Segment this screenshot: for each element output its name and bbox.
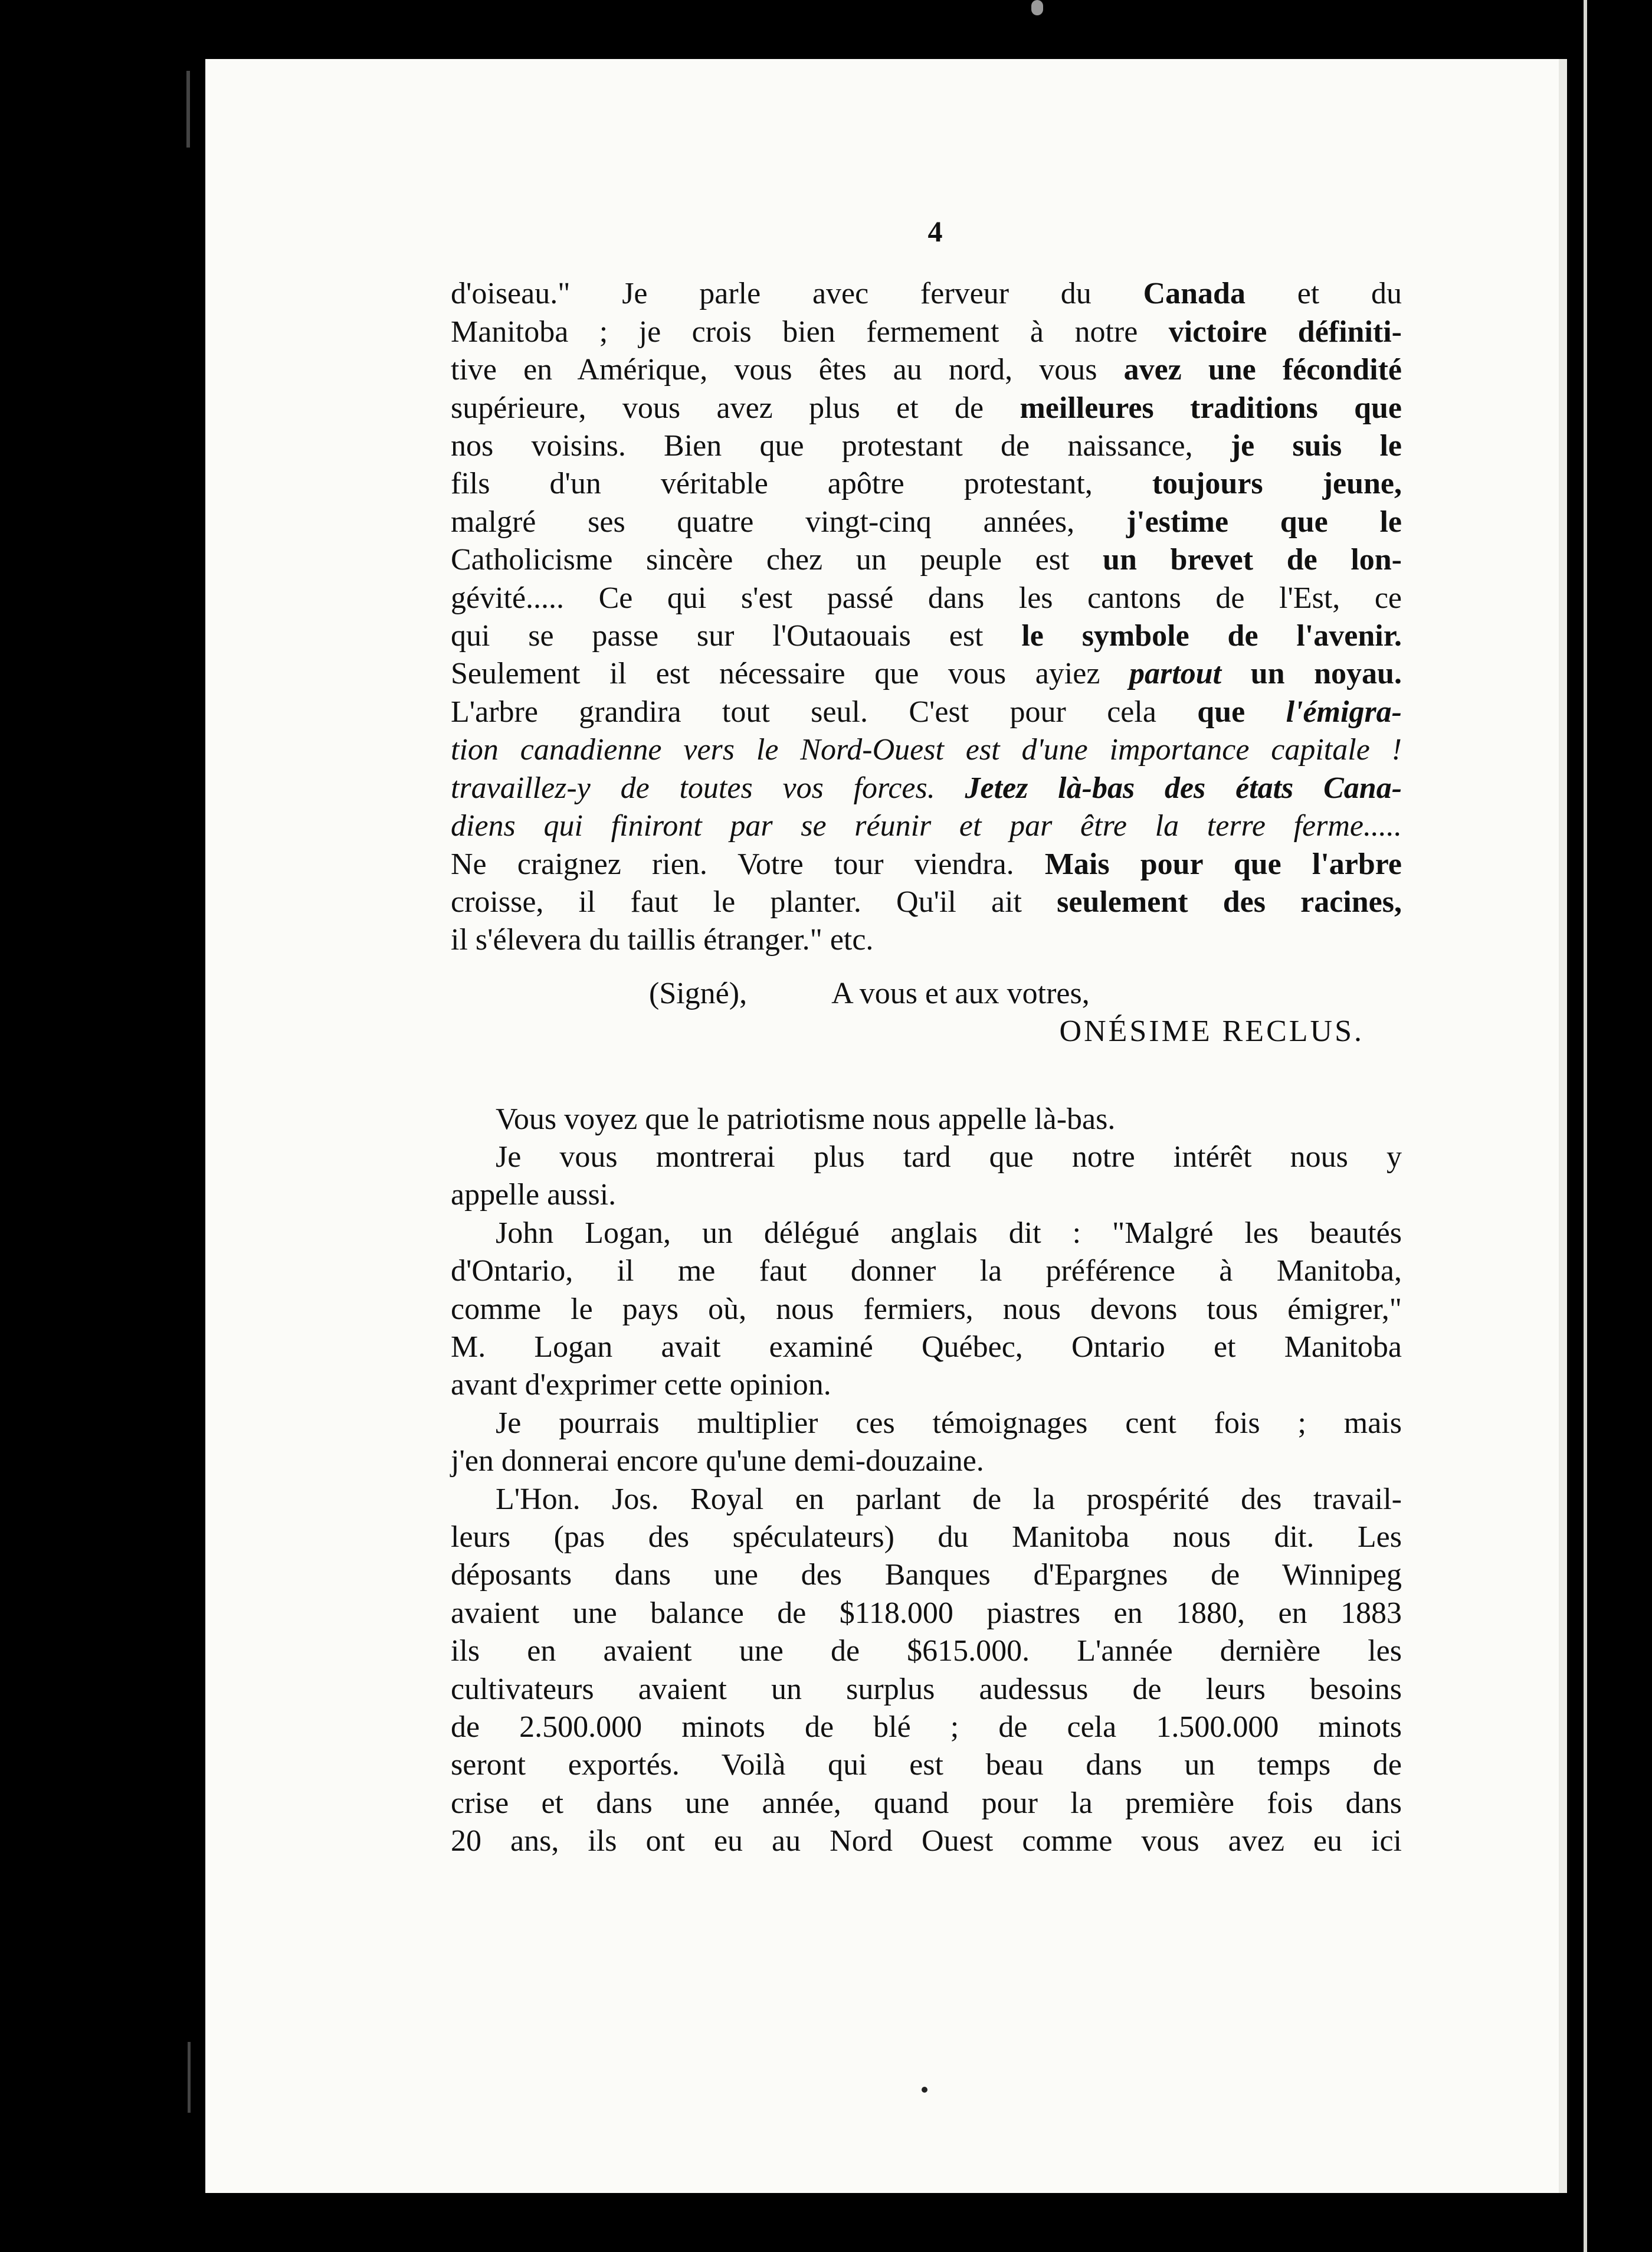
quote-line <box>451 770 1402 807</box>
text-run: meilleures traditions que <box>1020 391 1402 425</box>
quote-line <box>451 731 1402 769</box>
text-run: Catholicisme sincère chez un peuple est <box>451 543 1103 577</box>
quote-line <box>451 617 1402 655</box>
text-run: L'Hon. Jos. Royal en parlant de la prospérité des travail- <box>496 1482 1402 1516</box>
body-line <box>451 1746 1402 1784</box>
body-line <box>451 1632 1402 1670</box>
text-run: tion canadienne vers le Nord-Ouest est d'une importance capitale ! <box>451 733 1402 767</box>
quote-line <box>451 846 1402 883</box>
quote-line <box>451 807 1402 845</box>
text-run: cultivateurs avaient un surplus audessus de leurs besoins <box>451 1672 1402 1706</box>
quoted-letter <box>451 275 1402 959</box>
text-run: Je pourrais multiplier ces témoignages cent fois ; mais <box>496 1406 1402 1440</box>
text-run: toujours jeune, <box>1152 467 1402 501</box>
body-line <box>451 1785 1402 1822</box>
text-run: l'émigra- <box>1245 695 1402 729</box>
text-run: Mais pour que l'arbre <box>1044 847 1402 881</box>
page-edge <box>1559 59 1567 2193</box>
text-run: malgré ses quatre vingt-cinq années, <box>451 505 1126 539</box>
body-line <box>451 1481 1402 1518</box>
text-run: et du <box>1245 277 1402 311</box>
quote-line <box>451 503 1402 541</box>
signed-label: (Signé), <box>649 976 748 1010</box>
text-run: j'estime que le <box>1126 505 1402 539</box>
text-run: le symbole de l'avenir. <box>1021 619 1402 653</box>
body-line <box>451 1252 1402 1290</box>
text-run: avaient une balance de $118.000 piastres en 1880, en 1883 <box>451 1596 1402 1630</box>
text-run: d'Ontario, il me faut donner la préférence à Manitoba, <box>451 1254 1402 1288</box>
text-run: partout <box>1129 657 1222 691</box>
text-run: je suis le <box>1230 429 1402 463</box>
text-run: comme le pays où, nous fermiers, nous devons tous émigrer," <box>451 1292 1402 1326</box>
scan-artifact-mark <box>186 71 190 148</box>
text-run: supérieure, vous avez plus et de <box>451 391 1020 425</box>
text-run: appelle aussi. <box>451 1178 617 1212</box>
body-text <box>451 1101 1402 1861</box>
body-line <box>451 1556 1402 1594</box>
body-line <box>451 1595 1402 1632</box>
text-run: qui se passe sur l'Outaouais est <box>451 619 1022 653</box>
quote-line <box>451 541 1402 579</box>
text-run: de 2.500.000 minots de blé ; de cela 1.500.000 minots <box>451 1710 1402 1744</box>
scan-artifact-mark <box>1031 0 1043 15</box>
text-run: John Logan, un délégué anglais dit : "Malgré les beautés <box>496 1216 1402 1250</box>
scan-artifact-mark <box>188 2042 191 2113</box>
body-line <box>451 1101 1402 1138</box>
text-run: crise et dans une année, quand pour la première fois dans <box>451 1786 1402 1820</box>
quote-line <box>451 655 1402 693</box>
text-run: Manitoba ; je crois bien fermement à notre <box>451 315 1169 349</box>
text-run: il s'élevera du taillis étranger." etc. <box>451 923 874 957</box>
text-run: gévité..... Ce qui s'est passé dans les cantons de l'Est, ce <box>451 581 1402 615</box>
text-run: tive en Amérique, vous êtes au nord, vous <box>451 353 1124 387</box>
text-run: déposants dans une des Banques d'Epargnes de Winnipeg <box>451 1558 1402 1592</box>
text-run: avant d'exprimer cette opinion. <box>451 1368 831 1402</box>
body-line <box>451 1708 1402 1746</box>
body-line <box>451 1405 1402 1442</box>
body-line <box>451 1328 1402 1366</box>
text-run: un noyau. <box>1221 657 1402 691</box>
body-line <box>451 1138 1402 1176</box>
scan-artifact-mark <box>922 2087 927 2093</box>
text-run: Je vous montrerai plus tard que notre intérêt nous y <box>496 1140 1402 1174</box>
text-run: leurs (pas des spéculateurs) du Manitoba nous dit. Les <box>451 1520 1402 1554</box>
body-line <box>451 1518 1402 1556</box>
page-number: 4 <box>927 215 943 248</box>
author-signature: ONÉSIME RECLUS. <box>1059 1014 1364 1049</box>
quote-line <box>451 580 1402 617</box>
text-run: Seulement il est nécessaire que vous ayiez <box>451 657 1130 691</box>
signature-line <box>451 975 1402 1013</box>
text-run: un brevet de lon- <box>1103 543 1402 577</box>
text-run: seront exportés. Voilà qui est beau dans un temps de <box>451 1748 1402 1782</box>
text-run: M. Logan avait examiné Québec, Ontario et Manitoba <box>451 1330 1402 1364</box>
quote-line <box>451 313 1402 351</box>
text-run: avez une fécondité <box>1123 353 1402 387</box>
text-run: seulement des racines, <box>1057 885 1402 919</box>
text-run: nos voisins. Bien que protestant de naissance, <box>451 429 1231 463</box>
text-run: Canada <box>1143 277 1245 311</box>
quote-line <box>451 351 1402 389</box>
text-run: croisse, il faut le planter. Qu'il ait <box>451 885 1057 919</box>
text-run: d'oiseau." Je parle avec ferveur du <box>451 277 1143 311</box>
quote-line <box>451 693 1402 731</box>
page-text <box>451 212 1402 1861</box>
quote-line <box>451 883 1402 921</box>
text-run: ils en avaient une de $615.000. L'année dernière les <box>451 1634 1402 1668</box>
text-run: 20 ans, ils ont eu au Nord Ouest comme vous avez eu ici <box>451 1824 1402 1858</box>
text-run: victoire définiti- <box>1168 315 1402 349</box>
quote-line <box>451 921 1402 959</box>
binding-line <box>1584 0 1587 2252</box>
body-line <box>451 1366 1402 1404</box>
body-line <box>451 1442 1402 1480</box>
body-line <box>451 1671 1402 1708</box>
body-line <box>451 1176 1402 1214</box>
quote-line <box>451 275 1402 313</box>
body-line <box>451 1291 1402 1328</box>
body-line <box>451 1215 1402 1252</box>
text-run: Ne craignez rien. Votre tour viendra. <box>451 847 1045 881</box>
closing-phrase: A vous et aux votres, <box>831 976 1090 1010</box>
text-run: fils d'un véritable apôtre protestant, <box>451 467 1152 501</box>
text-run: travaillez-y de toutes vos forces. <box>451 771 965 805</box>
quote-line <box>451 465 1402 503</box>
body-line <box>451 1822 1402 1860</box>
text-run: Vous voyez que le patriotisme nous appelle là-bas. <box>496 1102 1116 1136</box>
text-run: L'arbre grandira tout seul. C'est pour cela <box>451 695 1198 729</box>
quote-line <box>451 389 1402 427</box>
text-run: Jetez là-bas des états Cana- <box>965 771 1402 805</box>
text-run: diens qui finiront par se réunir et par être la terre ferme..... <box>451 809 1402 843</box>
quote-line <box>451 427 1402 465</box>
text-run: j'en donnerai encore qu'une demi-douzaine. <box>451 1444 984 1478</box>
text-run: que <box>1197 695 1245 729</box>
